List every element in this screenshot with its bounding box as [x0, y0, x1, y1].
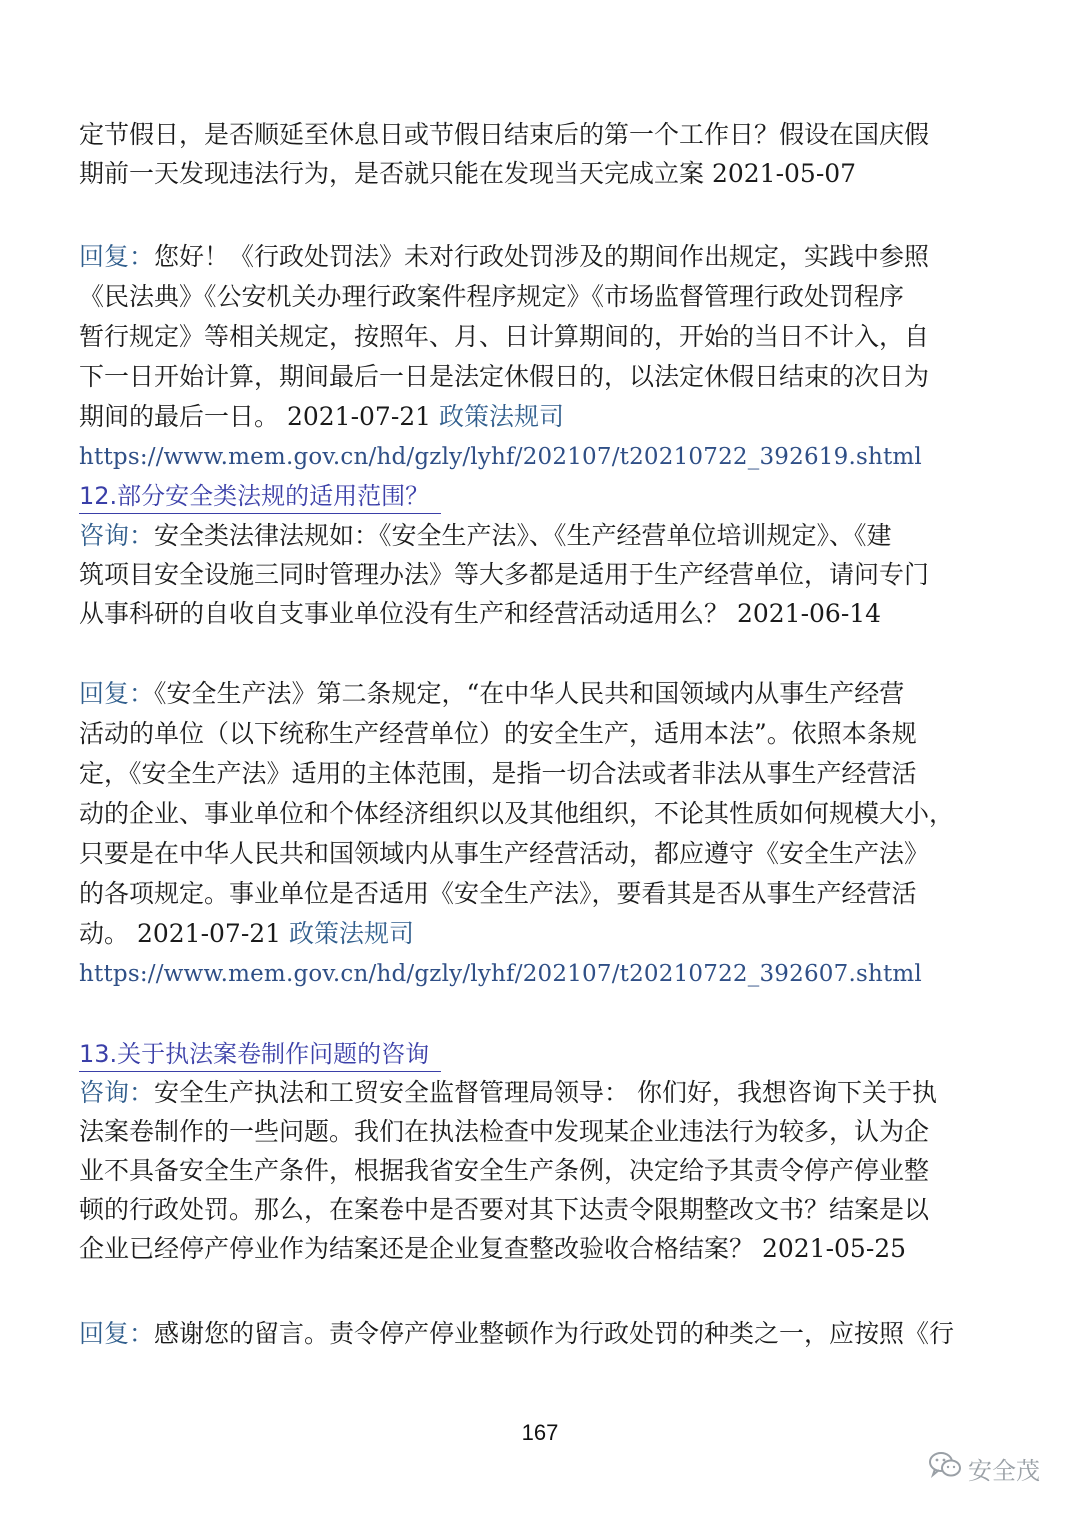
text-line: 暂行规定》等相关规定，按照年、月、日计算期间的，开始的当日不计入，自 [79, 322, 930, 351]
reply-text: 您好！《行政处罚法》未对行政处罚涉及的期间作出规定，实践中参照 [154, 242, 930, 271]
text-line: 活动的单位（以下统称生产经营单位）的安全生产，适用本法”。依照本条规 [79, 719, 917, 748]
source-link[interactable]: https://www.mem.gov.cn/hd/gzly/lyhf/202107/t20210722_392607.shtml [79, 961, 922, 987]
text-line [79, 674, 1009, 714]
question-block [79, 516, 1009, 633]
reply-block [79, 1314, 1009, 1353]
question-continuation [79, 115, 1009, 193]
wechat-icon [928, 1450, 962, 1486]
department-name: 政策法规司 [439, 402, 565, 431]
text-line: 从事科研的自收自支事业单位没有生产和经营活动适用么？ 2021-06-14 [79, 599, 882, 628]
page-number: 167 [521, 1420, 559, 1445]
text-line: 筑项目安全设施三同时管理办法》等大多都是适用于生产经营单位，请问专门 [79, 560, 930, 589]
question-text: 安全类法律法规如：《安全生产法》、《生产经营单位培训规定》、《建 [154, 521, 892, 550]
question-label: 咨询： [79, 521, 155, 550]
text-line [79, 237, 1009, 277]
department-name: 政策法规司 [289, 919, 415, 948]
text-line: 动的企业、事业单位和个体经济组织以及其他组织，不论其性质如何规模大小， [79, 799, 955, 828]
reply-text: 《安全生产法》第二条规定，“在中华人民共和国领域内从事生产经营 [154, 679, 905, 708]
section-heading-13: 13.关于执法案卷制作问题的咨询 [79, 1037, 441, 1072]
source-link[interactable]: https://www.mem.gov.cn/hd/gzly/lyhf/202107/t20210722_392619.shtml [79, 444, 922, 470]
watermark [928, 1450, 1040, 1486]
question-label: 咨询： [79, 1078, 155, 1107]
section-heading-12: 12.部分安全类法规的适用范围？ [79, 479, 441, 514]
text-line: 期前一天发现违法行为，是否就只能在发现当天完成立案 2021-05-07 [79, 159, 857, 188]
text-line: 顿的行政处罚。那么，在案卷中是否要对其下达责令限期整改文书？结案是以 [79, 1195, 930, 1224]
watermark-text: 安全茂 [968, 1456, 1040, 1485]
text-line: 的各项规定。事业单位是否适用《安全生产法》，要看其是否从事生产经营活 [79, 879, 917, 908]
text-line [79, 1073, 1009, 1112]
question-text: 安全生产执法和工贸安全监督管理局领导： 你们好，我想咨询下关于执 [154, 1078, 937, 1107]
reply-label: 回复： [79, 679, 155, 708]
text-line [79, 516, 1009, 555]
reply-label: 回复： [79, 242, 155, 271]
text-line: 定节假日，是否顺延至休息日或节假日结束后的第一个工作日？假设在国庆假 [79, 120, 930, 149]
text-line: 企业已经停产停业作为结案还是企业复查整改验收合格结案？ 2021-05-25 [79, 1234, 907, 1263]
reply-block [79, 237, 1009, 477]
text-line: 定，《安全生产法》适用的主体范围，是指一切合法或者非法从事生产经营活 [79, 759, 917, 788]
text-line [79, 914, 1009, 954]
text-line: 下一日开始计算，期间最后一日是法定休假日的，以法定休假日结束的次日为 [79, 362, 930, 391]
text-line: 《民法典》《公安机关办理行政案件程序规定》《市场监督管理行政处罚程序 [79, 282, 905, 311]
question-block [79, 1073, 1009, 1268]
reply-text: 动。 2021-07-21 [79, 919, 290, 948]
reply-label: 回复： [79, 1319, 155, 1348]
reply-text: 期间的最后一日。 2021-07-21 [79, 402, 440, 431]
text-line: 只要是在中华人民共和国领域内从事生产经营活动，都应遵守《安全生产法》 [79, 839, 930, 868]
text-line: 法案卷制作的一些问题。我们在执法检查中发现某企业违法行为较多，认为企 [79, 1117, 930, 1146]
reply-block [79, 674, 1009, 994]
text-line [79, 1314, 1009, 1353]
reply-text: 感谢您的留言。责令停产停业整顿作为行政处罚的种类之一，应按照《行 [154, 1319, 955, 1348]
text-line [79, 397, 1009, 437]
text-line: 业不具备安全生产条件，根据我省安全生产条例，决定给予其责令停产停业整 [79, 1156, 930, 1185]
